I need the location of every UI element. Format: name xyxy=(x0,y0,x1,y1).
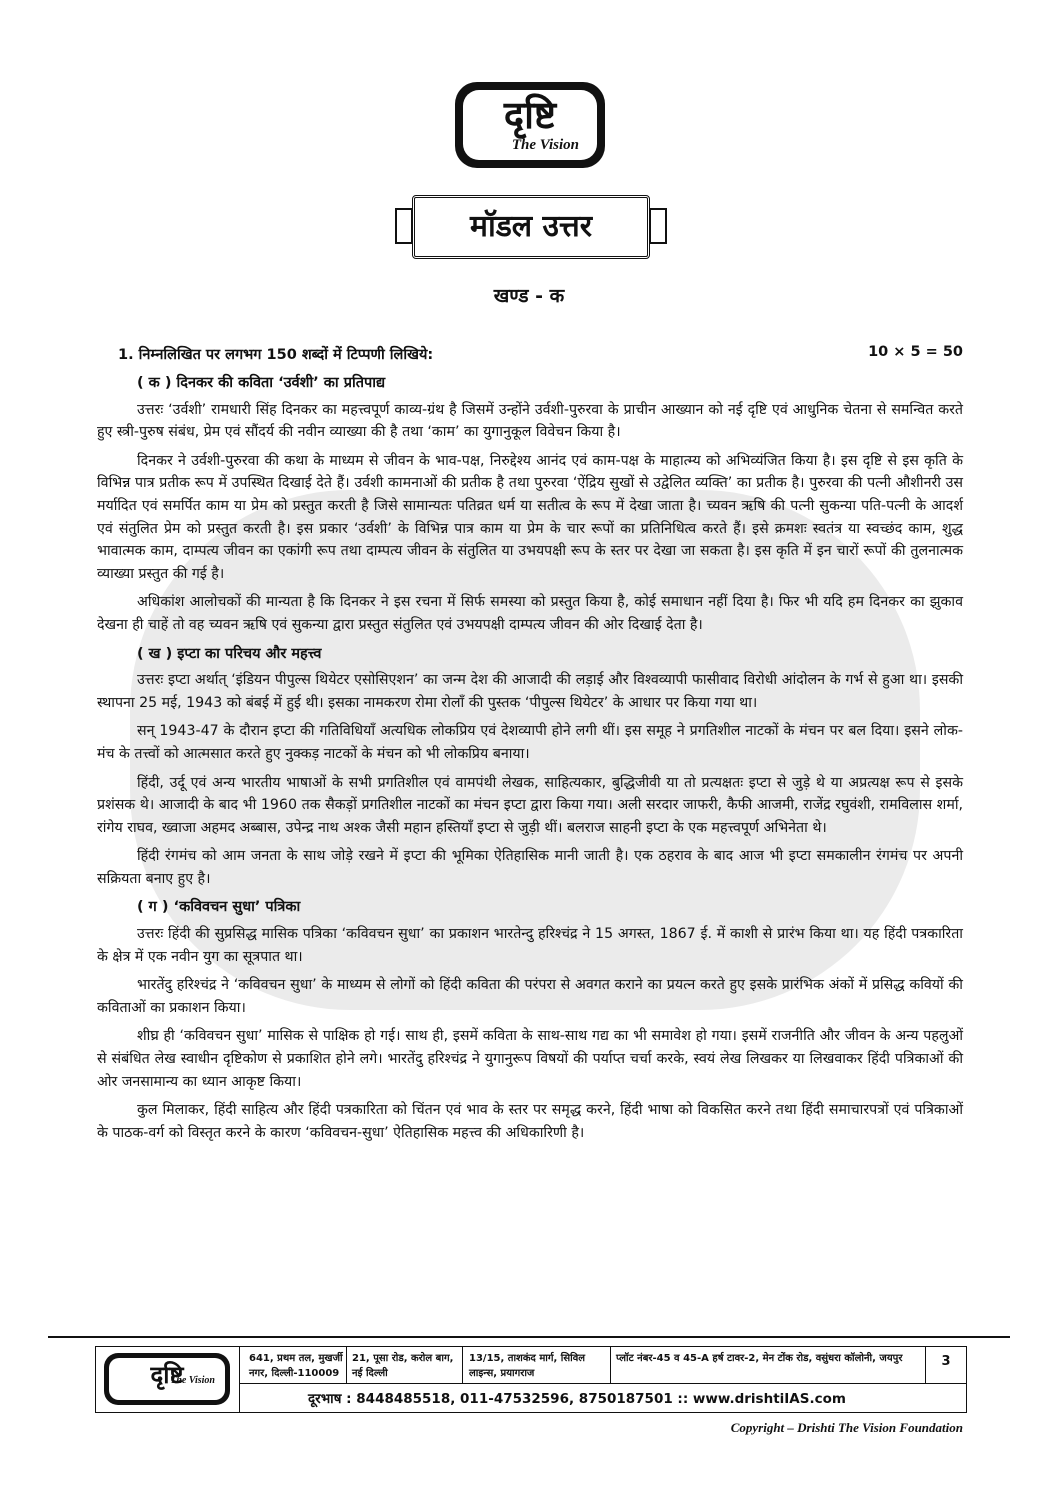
paragraph: भारतेंदु हरिश्चंद्र ने ‘कविवचन सुधा’ के माध्यम से लोगों को हिंदी कविता की परंपरा से अवगत कराने का प्रयत्न करते हुए इसके प्रारंभिक अंकों में प्रसिद्ध कवियों की कविताओं का प्रकाशन किया। xyxy=(97,977,963,1016)
footer-logo-sub: The Vision xyxy=(170,1375,215,1386)
paragraph: सन् 1943-47 के दौरान इप्टा की गतिविधियाँ अत्यधिक लोकप्रिय एवं देशव्यापी होने लगी थीं। इस समूह ने प्रगतिशील नाटकों के मंचन पर बल दिया। इसने लोक-मंच के तत्त्वों को आत्मसात करते हुए नुक्कड़ नाटकों के मंचन को भी लोकप्रिय बनाया। xyxy=(97,723,963,762)
footer-logo-text: दृष्टि xyxy=(150,1360,184,1389)
address-delhi-mukherjee: 641, प्रथम तल, मुखर्जी नगर, दिल्ली-110009 xyxy=(249,1353,343,1379)
address-prayagraj: 13/15, ताशकंद मार्ग, सिविल लाइन्स, प्रयागराज xyxy=(469,1353,586,1379)
logo-main-text: दृष्टि xyxy=(503,92,557,137)
question-marks: 10 × 5 = 50 xyxy=(868,344,963,360)
page-number: 3 xyxy=(925,1347,966,1383)
brand-logo xyxy=(455,82,605,168)
phone-line: दूरभाष : 8448485518, 011-47532596, 8750187501 :: www.drishtiIAS.com xyxy=(308,1391,846,1407)
footer-divider xyxy=(48,1336,1010,1338)
paragraph: हिंदी, उर्दू एवं अन्य भारतीय भाषाओं के सभी प्रगतिशील एवं वामपंथी लेखक, साहित्यकार, बुद्धिजीवी या तो प्रत्यक्षतः इप्टा से जुड़े थे या अप्रत्यक्ष रूप से इसके प्रशंसक थे। आजादी के बाद भी 1960 तक सैकड़ों प्रगतिशील नाटकों का मंचन इप्टा द्वारा किया गया। अली सरदार जाफरी, कैफी आजमी, राजेंद्र रघुवंशी, रामविलास शर्मा, रांगेय राघव, ख्वाजा अहमद अब्बास, उपेन्द्र नाथ अश्क जैसी महान हस्तियाँ इप्टा से जुड़ी थीं। बलराज साहनी इप्टा के एक महत्त्वपूर्ण अभिनेता थे। xyxy=(97,774,963,836)
paragraph: अधिकांश आलोचकों की मान्यता है कि दिनकर ने इस रचना में सिर्फ समस्या को प्रस्तुत किया है, कोई समाधान नहीं दिया है। फिर भी यदि हम दिनकर का झुकाव देखना ही चाहें तो वह च्यवन ऋषि एवं सुकन्या द्वारा प्रस्तुत संतुलित एवं उभयपक्षी दाम्पत्य जीवन की ओर दिखाई देता है। xyxy=(97,594,963,633)
part-title: ( ग ) ‘कविवचन सुधा’ पत्रिका xyxy=(137,899,301,916)
address-delhi-karolbagh: 21, पूसा रोड, करोल बाग, नई दिल्ली xyxy=(352,1353,454,1379)
question-line xyxy=(118,344,963,364)
address-jaipur: प्लॉट नंबर-45 व 45-A हर्ष टावर-2, मेन टोंक रोड, वसुंधरा कॉलोनी, जयपुर xyxy=(616,1353,903,1364)
paragraph: शीघ्र ही ‘कविवचन सुधा’ मासिक से पाक्षिक हो गई। साथ ही, इसमें कविता के साथ-साथ गद्य का भी समावेश हो गया। इसमें राजनीति और जीवन के अन्य पहलुओं से संबंधित लेख स्वाधीन दृष्टिकोण से प्रकाशित होने लगे। भारतेंदु हरिश्चंद्र ने युगानुरूप विषयों की पर्याप्त चर्चा करके, स्वयं लेख लिखकर या लिखवाकर हिंदी पत्रिकाओं की ओर जनसामान्य का ध्यान आकृष्ट किया। xyxy=(97,1028,963,1090)
footer-logo xyxy=(96,1347,240,1412)
footer-box xyxy=(95,1346,967,1413)
part-title: ( क ) दिनकर की कविता ‘उर्वशी’ का प्रतिपाद्य xyxy=(137,375,386,391)
logo-sub-text: The Vision xyxy=(511,137,579,153)
paragraph: उत्तरः ‘उर्वशी’ रामधारी सिंह दिनकर का महत्त्वपूर्ण काव्य-ग्रंथ है जिसमें उन्होंने उर्वशी-पुरुरवा के प्राचीन आख्यान को नई दृष्टि एवं आधुनिक चेतना से समन्वित करते हुए स्त्री-पुरुष संबंध, प्रेम एवं सौंदर्य की नवीन व्याख्या की है तथा ‘काम’ का युगानुकूल विवेचन किया है। xyxy=(97,401,963,441)
answer-content xyxy=(97,370,963,1150)
part-title: ( ख ) इप्टा का परिचय और महत्त्व xyxy=(137,645,322,662)
paragraph: उत्तरः हिंदी की सुप्रसिद्ध मासिक पत्रिका ‘कविवचन सुधा’ का प्रकाशन भारतेन्दु हरिश्चंद्र ने 15 अगस्त, 1867 ई. में काशी से प्रारंभ किया था। यह हिंदी पत्रकारिता के क्षेत्र में एक नवीन युग का सूत्रपात था। xyxy=(97,926,963,965)
paragraph: कुल मिलाकर, हिंदी साहित्य और हिंदी पत्रकारिता को चिंतन एवं भाव के स्तर पर समृद्ध करने, हिंदी भाषा को विकसित करने तथा हिंदी समाचारपत्रों एवं पत्रिकाओं के पाठक-वर्ग को विस्तृत करने के कारण ‘कविवचन-सुधा’ ऐतिहासिक महत्त्व की अधिकारिणी है। xyxy=(97,1102,963,1141)
section-heading: खण्ड - क xyxy=(493,285,565,307)
title-banner xyxy=(412,195,650,259)
paragraph: उत्तरः इप्टा अर्थात् ‘इंडियन पीपुल्स थियेटर एसोसिएशन’ का जन्म देश की आजादी की लड़ाई और विश्वव्यापी फासीवाद विरोधी आंदोलन के गर्भ से हुआ था। इसकी स्थापना 25 मई, 1943 को बंबई में हुई थी। इसका नामकरण रोमा रोलाँ की पुस्तक ‘पीपुल्स थियेटर’ के आधार पर किया गया था। xyxy=(97,672,963,711)
banner-text: मॉडल उत्तर xyxy=(470,209,592,244)
question-text: 1. निम्नलिखित पर लगभग 150 शब्दों में टिप्पणी लिखिये: xyxy=(118,347,434,363)
paragraph: हिंदी रंगमंच को आम जनता के साथ जोड़े रखने में इप्टा की भूमिका ऐतिहासिक मानी जाती है। एक ठहराव के बाद आज भी इप्टा समकालीन रंगमंच पर अपनी सक्रियता बनाए हुए है। xyxy=(97,848,963,887)
copyright: Copyright – Drishti The Vision Foundation xyxy=(730,1420,963,1435)
paragraph: दिनकर ने उर्वशी-पुरुरवा की कथा के माध्यम से जीवन के भाव-पक्ष, निरुद्देश्य आनंद एवं काम-पक्ष के माहात्म्य को अभिव्यंजित किया है। इस दृष्टि से इस कृति के विभिन्न पात्र प्रतीक रूप में उपस्थित दिखाई देते हैं। उर्वशी कामनाओं की प्रतीक है तथा पुरुरवा ‘ऐंद्रिय सुखों से उद्वेलित व्यक्ति’ का प्रतीक है। पुरुरवा की पत्नी औशीनरी उस मर्यादित एवं समर्पित काम या प्रेम को प्रस्तुत करती है जिसे सामान्यतः पतिव्रत धर्म या सतीत्व के रूप में देखा जाता है। च्यवन ऋषि की पत्नी सुकन्या पति-पत्नी के आदर्श एवं संतुलित प्रेम को प्रस्तुत करती है। इस प्रकार ‘उर्वशी’ के विभिन्न पात्र काम या प्रेम के चार रूपों का प्रतिनिधित्व करते हैं। इसे क्रमशः स्वतंत्र या स्वच्छंद काम, शुद्ध भावात्मक काम, दाम्पत्य जीवन का एकांगी रूप तथा दाम्पत्य जीवन के संतुलित या उभयपक्षी रूप के स्तर पर देखा जा सकता है। इस कृति में इन चारों रूपों की तुलनात्मक व्याख्या प्रस्तुत की गई है। xyxy=(97,452,963,582)
